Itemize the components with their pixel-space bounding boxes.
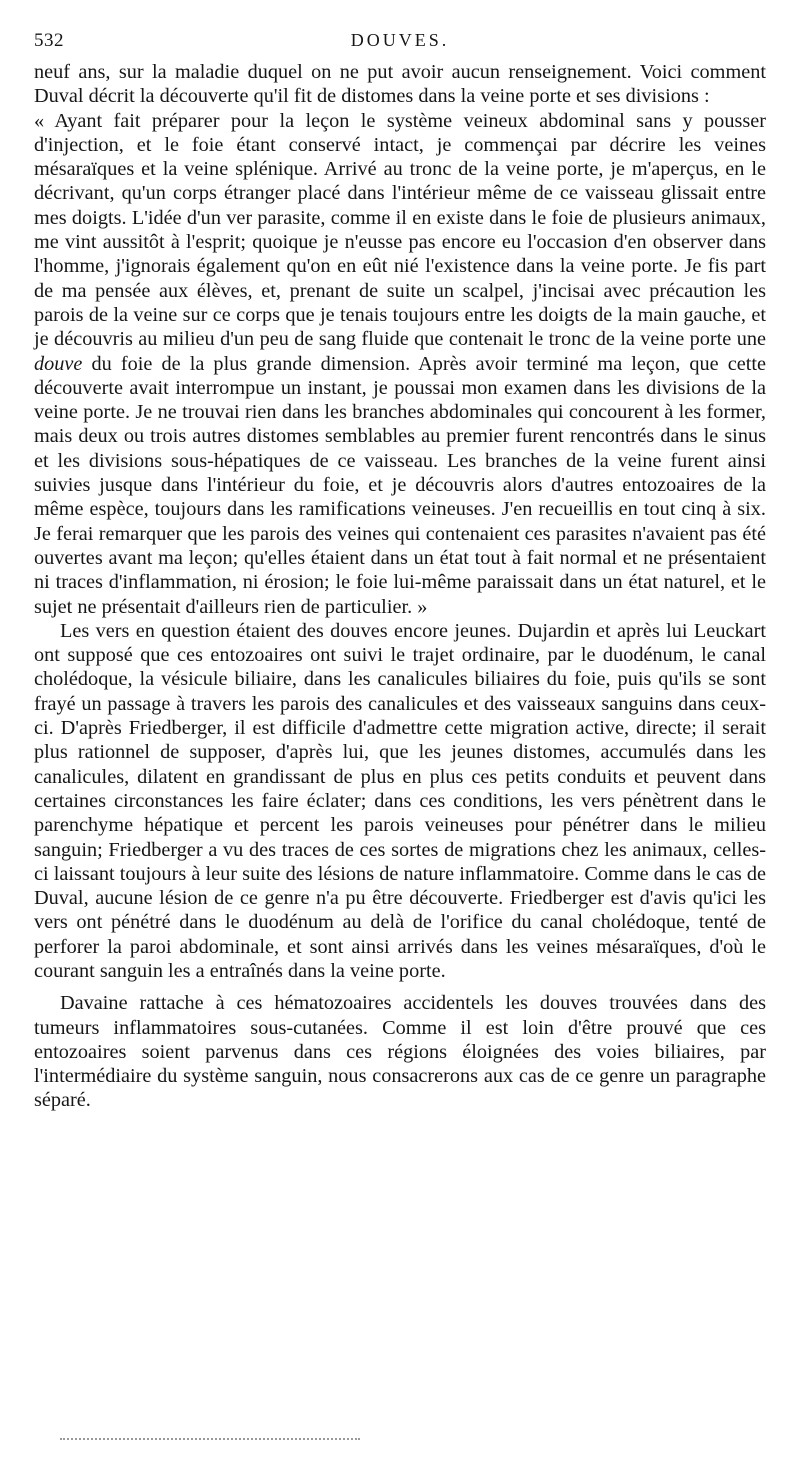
quote-text-part-1: « Ayant fait préparer pour la leçon le système veineux abdominal sans y pousser d'injection, et le foie étant conservé intact, je commençai par décrire les veines mésaraïques et la veine splénique. Arrivé au tronc de la veine porte, je m'aperçus, en le décrivant, qu'un corps étranger placé dans l'intérieur même de ce vaisseau glissait entre mes doigts. L'idée d'un ver parasite, comme il en existe dans le foie de plusieurs animaux, me vint aussitôt à l'esprit; quoique je n'eusse pas encore eu l'occasion d'en observer dans l'homme, j'ignorais également qu'on en eût nié l'existence dans la veine porte. Je fis part de ma pensée aux élèves, et, prenant de suite un scalpel, j'incisai avec précaution les parois de la veine sur ce corps que je tenais toujours entre les doigts de la main gauche, et je découvris au milieu d'un peu de sang fluide que contenait le tronc de la veine porte une bbox=[34, 109, 766, 351]
quote-text-part-2: du foie de la plus grande dimension. Après avoir terminé ma leçon, que cette découverte avait interrompue un instant, je poussai mon examen dans les divisions de la veine porte. Je ne trouvai rien dans les branches abdominales qui concourent à les former, mais deux ou trois autres distomes semblables au premier furent rencontrés dans le sinus et les divisions sous-hépatiques de ce vaisseau. Les branches de la veine furent ainsi suivies jusque dans l'intérieur du foie, et je découvris alors d'autres entozoaires de la même espèce, toujours dans les ramifications veineuses. J'en recueillis en tout cinq à six. Je ferai remarquer que les parois des veines qui contenaient ces parasites n'avaient pas été ouvertes avant ma leçon; qu'elles étaient dans un état tout à fait normal et ne présentaient ni traces d'inflammation, ni érosion; le foie lui-même paraissait dans un état naturel, et le sujet ne présentait d'ailleurs rien de particulier. » bbox=[34, 352, 766, 618]
page-number: 532 bbox=[34, 30, 64, 51]
page-header bbox=[34, 30, 766, 60]
italic-douve: douve bbox=[34, 352, 83, 375]
body-text bbox=[34, 60, 766, 1113]
paragraph-continuation: neuf ans, sur la maladie duquel on ne put avoir aucun renseignement. Voici comment Duval décrit la découverte qu'il fit de distomes dans la veine porte et ses divisions : bbox=[34, 61, 766, 108]
paragraph-dujardin-leuckart: Les vers en question étaient des douves encore jeunes. Dujardin et après lui Leuckart ont supposé que ces entozoaires ont suivi le trajet ordinaire, par le duodénum, le canal cholédoque, la vésicule biliaire, dans les canalicules biliaires du foie, puis qu'ils se sont frayé un passage à travers les parois des canalicules et des vaisseaux sanguins dans ceux-ci. D'après Friedberger, il est difficile d'admettre cette migration active, directe; il serait plus rationnel de supposer, d'après lui, que les jeunes distomes, accumulés dans les canalicules, dilatent en grandissant de plus en plus ces petits conduits et peuvent dans certaines circonstances les faire éclater; dans ces conditions, les vers pénètrent dans le parenchyme hépatique et percent les parois veineuses pour pénétrer dans le milieu sanguin; Friedberger a vu des traces de ces sortes de migrations chez les animaux, celles-ci laissant toujours à leur suite des lésions de nature inflammatoire. Comme dans le cas de Duval, aucune lésion de ce genre n'a pu être découverte. Friedberger est d'avis qu'ici les vers ont pénétré dans le duodénum au delà de l'orifice du canal cholédoque, tenté de perforer la paroi abdominale, et sont ainsi arrivés dans les veines mésaraïques, d'où le courant sanguin les a entraînés dans la veine porte. bbox=[34, 619, 766, 982]
paragraph-davaine: Davaine rattache à ces hématozoaires accidentels les douves trouvées dans des tumeurs inflammatoires sous-cutanées. Comme il est loin d'être prouvé que ces entozoaires soient parvenus dans ces régions éloignées des voies biliaires, par l'intermédiaire du système sanguin, nous consacrerons aux cas de ce genre un paragraphe séparé. bbox=[34, 992, 766, 1112]
running-title: DOUVES. bbox=[350, 30, 450, 50]
bottom-print-rule bbox=[60, 1438, 360, 1442]
paragraph-duval-quote bbox=[34, 109, 766, 619]
